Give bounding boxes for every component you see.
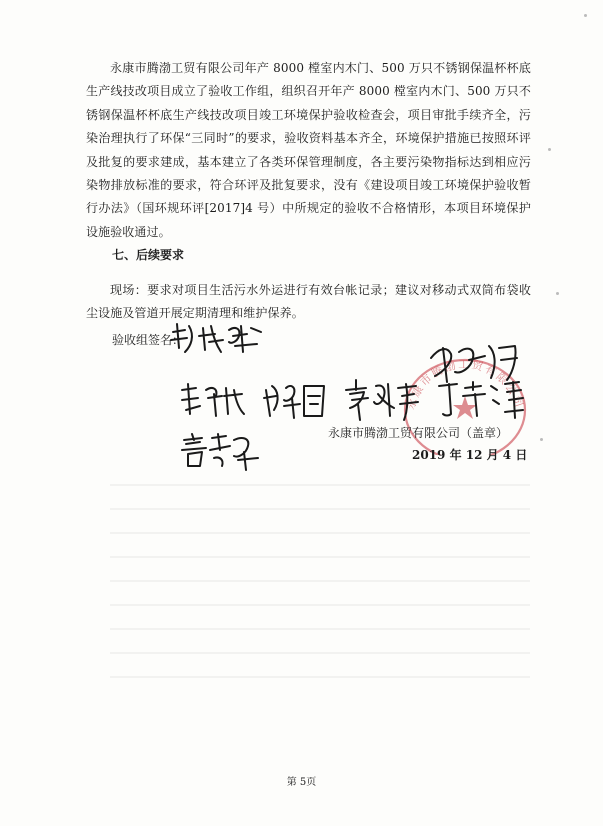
signature-3 [178,380,248,420]
paper-speck [584,14,587,17]
acceptance-conclusion-paragraph: 永康市腾渤工贸有限公司年产 8000 樘室内木门、500 万只不锈钢保温杯杯底生产线技改项目成立了验收工作组，组织召开年产 8000 樘室内木门、500 万只不锈钢保温杯杯底生产线技改项目竣工环境保护验收检查会，项目审批手续齐全，污染治理执行了环保“三同时”的要求，验收资料基本齐全，环境保护措施已按照环评及批复的要求建成，基本建立了各类环保管理制度，各主要污染物指标达到相应污染物排放标准的要求，符合环评及批复要求，没有《建设项目竣工环境保护验收暂行办法》（国环规环评[2017]4 号）中所规定的验收不合格情形，本项目环境保护设施验收通过。 [86,61,531,239]
signature-6 [435,376,525,421]
svg-text:永康市腾渤工贸有限公司: 永康市腾渤工贸有限公司 [404,357,526,412]
paper-speck [556,292,559,295]
followup-requirement-paragraph: 现场：要求对项目生活污水外运进行有效台帐记录；建议对移动式双筒布袋收尘设施及管道开展定期清理和维护保养。 [86,283,531,321]
page-number: 第 5页 [286,777,317,788]
signature-5 [342,376,422,426]
company-seal-line: 永康市腾渤工贸有限公司（盖章） [328,426,509,440]
bleed-through-text [110,470,530,690]
section-heading: 七、后续要求 [112,248,185,262]
signature-4 [260,378,330,423]
signers-label: 验收组签名： [112,333,185,347]
signature-7 [178,430,263,472]
paper-speck [540,438,543,441]
paper-speck [548,148,551,151]
signature-1 [165,318,270,358]
document-date: 2019 年 12 月 4 日 [412,448,528,462]
